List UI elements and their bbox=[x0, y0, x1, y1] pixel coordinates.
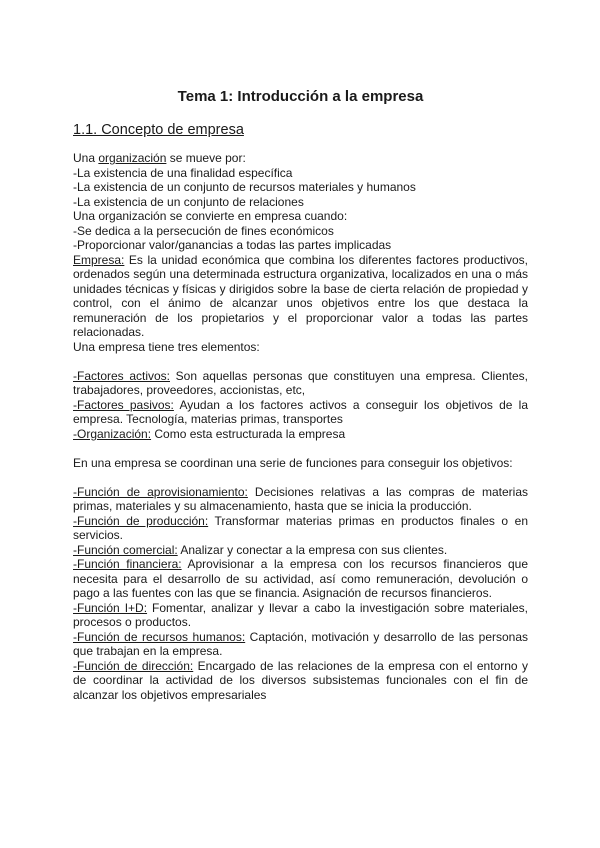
functions-lead: En una empresa se coordinan una serie de funciones para conseguir los objetivos: bbox=[73, 455, 513, 470]
convert-lead: Una organización se convierte en empresa cuando: bbox=[73, 209, 348, 223]
elements-lead: Una empresa tiene tres elementos: bbox=[73, 339, 260, 354]
definition-text: Es la unidad económica que combina los diferentes factores productivos, ordenados según una determinada estructura organizativa, localizados en una o más unidades técnicas y físicas y dirigidos sobre la base de cierta relación de propiedad y control, con el ánimo de alcanzar unos objetivos entre los que destaca la remuneración de los propietarios y el proporcionar valor a todas las partes relacionadas. bbox=[73, 252, 528, 339]
function-item: -Función I+D: Fomentar, analizar y llevar a cabo la investigación sobre materiales, procesos o productos. bbox=[73, 600, 528, 629]
page-title: Tema 1: Introducción a la empresa bbox=[177, 88, 424, 105]
function-item: -Función de recursos humanos: Captación, motivación y desarrollo de las personas que trabajan en la empresa. bbox=[73, 629, 529, 658]
intro-line bbox=[73, 151, 528, 166]
function-item: -Función de dirección: Encargado de las relaciones de la empresa con el entorno y de coordinar la actividad de los diversos subsistemas funcionales con el fin de alcanzar los objetivos empresariales bbox=[73, 658, 528, 702]
element-item: -Factores activos: Son aquellas personas que constituyen una empresa. Clientes, trabajadores, proveedores, accionistas, etc, bbox=[73, 368, 528, 397]
element-item: -Organización: Como esta estructurada la empresa bbox=[73, 426, 346, 441]
document-body bbox=[73, 151, 528, 702]
intro-prefix: Una bbox=[73, 151, 99, 165]
function-item: -Función de aprovisionamiento: Decisiones relativas a las compras de materias primas, materiales y su almacenamiento, hasta que se inicia la producción. bbox=[73, 484, 528, 513]
organization-term: organización bbox=[98, 151, 167, 165]
function-item: -Función de producción: Transformar materias primas en productos finales o en servicios. bbox=[73, 513, 528, 542]
function-item: -Función financiera: Aprovisionar a la empresa con los recursos financieros que necesita para el desarrollo de su actividad, así como remuneración, devolución o pago a las fuentes con las que se financia. Asignación de recursos financieros. bbox=[73, 557, 529, 600]
list-item: -La existencia de un conjunto de relaciones bbox=[73, 194, 304, 209]
intro-suffix: se mueve por: bbox=[166, 151, 246, 165]
list-item: -La existencia de una finalidad específica bbox=[73, 165, 293, 180]
function-item: -Función comercial: Analizar y conectar a la empresa con sus clientes. bbox=[73, 542, 448, 557]
definition-paragraph bbox=[73, 253, 528, 340]
element-item: -Factores pasivos: Ayudan a los factores activos a conseguir los objetivos de la empresa. Tecnología, materias primas, transportes bbox=[73, 397, 528, 426]
section-heading: 1.1. Concepto de empresa bbox=[73, 122, 244, 138]
definition-term: Empresa: bbox=[73, 252, 125, 267]
list-item: -La existencia de un conjunto de recursos materiales y humanos bbox=[73, 180, 416, 194]
list-item: -Proporcionar valor/ganancias a todas las partes implicadas bbox=[73, 238, 392, 252]
list-item: -Se dedica a la persecución de fines económicos bbox=[73, 223, 334, 238]
